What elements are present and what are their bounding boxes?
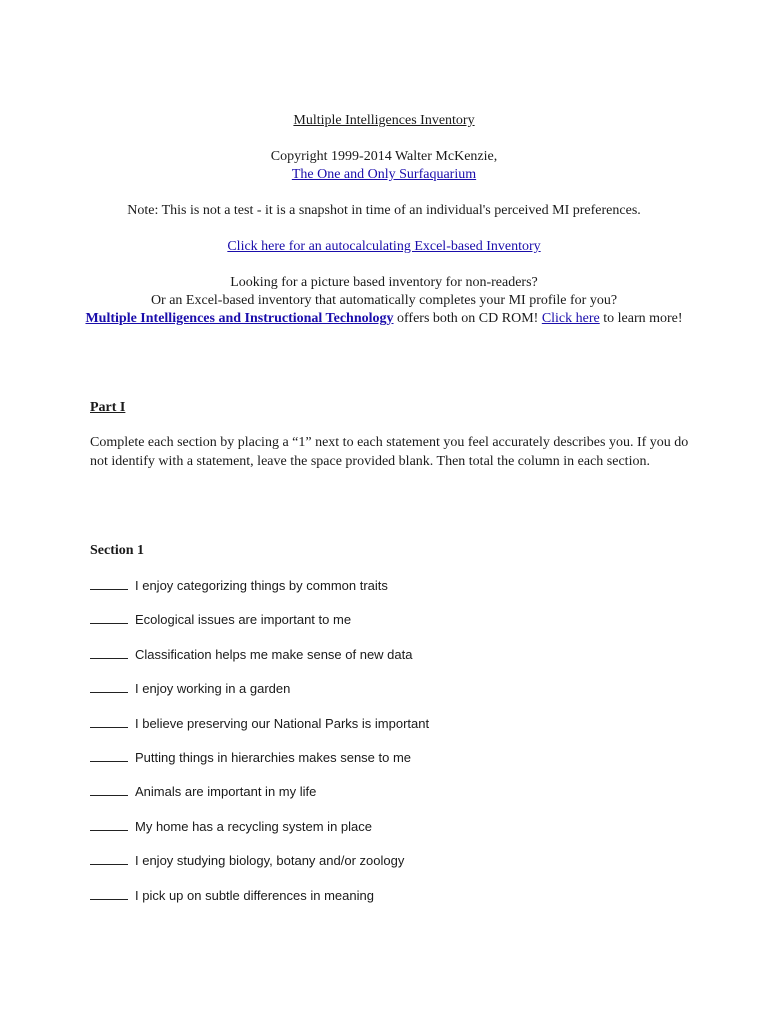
- statement-text: Putting things in hierarchies makes sense to me: [135, 749, 412, 765]
- statement-item: [90, 749, 690, 783]
- mi-instructional-technology-link[interactable]: Multiple Intelligences and Instructional Technology: [85, 311, 394, 326]
- statement-item: [90, 646, 690, 680]
- answer-blank[interactable]: [90, 749, 128, 762]
- statement-item: [90, 783, 690, 817]
- statement-item: [90, 715, 690, 749]
- statement-item: [90, 577, 690, 611]
- statement-text: Classification helps me make sense of new data: [135, 646, 413, 662]
- instructions-text: Complete each section by placing a “1” next to each statement you feel accurately describes you. If you do not identify with a statement, leave the space provided blank. Then total the column in each section.: [90, 435, 689, 469]
- excel-inventory-link[interactable]: Click here for an autocalculating Excel-based Inventory: [227, 239, 541, 254]
- answer-blank[interactable]: [90, 852, 128, 865]
- statement-text: I enjoy categorizing things by common traits: [135, 578, 388, 593]
- excel-inventory-link-wrapper: [60, 238, 708, 256]
- answer-blank[interactable]: [90, 818, 128, 831]
- answer-blank[interactable]: [90, 887, 128, 900]
- statement-text: I enjoy working in a garden: [135, 681, 291, 697]
- surfaquarium-link[interactable]: The One and Only Surfaquarium: [291, 167, 477, 182]
- promo-mid-text: offers both on CD ROM!: [393, 311, 542, 326]
- copyright-block: [60, 148, 708, 184]
- promo-block: [60, 274, 708, 328]
- statement-text: I believe preserving our National Parks is important: [135, 715, 430, 731]
- statement-item: [90, 611, 690, 645]
- copyright-line: Copyright 1999-2014 Walter McKenzie,: [270, 149, 498, 164]
- statement-item: [90, 818, 690, 852]
- answer-blank[interactable]: [90, 680, 128, 693]
- answer-blank[interactable]: [90, 577, 128, 590]
- answer-blank[interactable]: [90, 611, 128, 624]
- answer-blank[interactable]: [90, 715, 128, 728]
- document-title: Multiple Intelligences Inventory: [293, 113, 475, 128]
- note-text: Note: This is not a test - it is a snapshot in time of an individual's perceived MI preferences.: [127, 203, 641, 218]
- promo-line-2: Or an Excel-based inventory that automatically completes your MI profile for you?: [150, 293, 618, 308]
- statement-text: Ecological issues are important to me: [135, 612, 352, 628]
- statement-text: I pick up on subtle differences in meaning: [135, 887, 374, 903]
- statement-item: [90, 852, 690, 886]
- promo-end-text: to learn more!: [599, 311, 683, 326]
- promo-line-1: Looking for a picture based inventory for non-readers?: [230, 275, 538, 290]
- click-here-link[interactable]: Click here: [541, 311, 600, 326]
- statement-list: [90, 577, 690, 921]
- statement-text: I enjoy studying biology, botany and/or zoology: [135, 853, 405, 869]
- answer-blank[interactable]: [90, 783, 128, 796]
- section-heading: Section 1: [90, 543, 145, 558]
- statement-item: [90, 887, 690, 921]
- promo-line-3: [60, 310, 708, 328]
- part-heading: Part I: [90, 400, 126, 415]
- statement-item: [90, 680, 690, 714]
- statement-text: My home has a recycling system in place: [135, 818, 372, 834]
- statement-text: Animals are important in my life: [135, 784, 317, 800]
- answer-blank[interactable]: [90, 646, 128, 659]
